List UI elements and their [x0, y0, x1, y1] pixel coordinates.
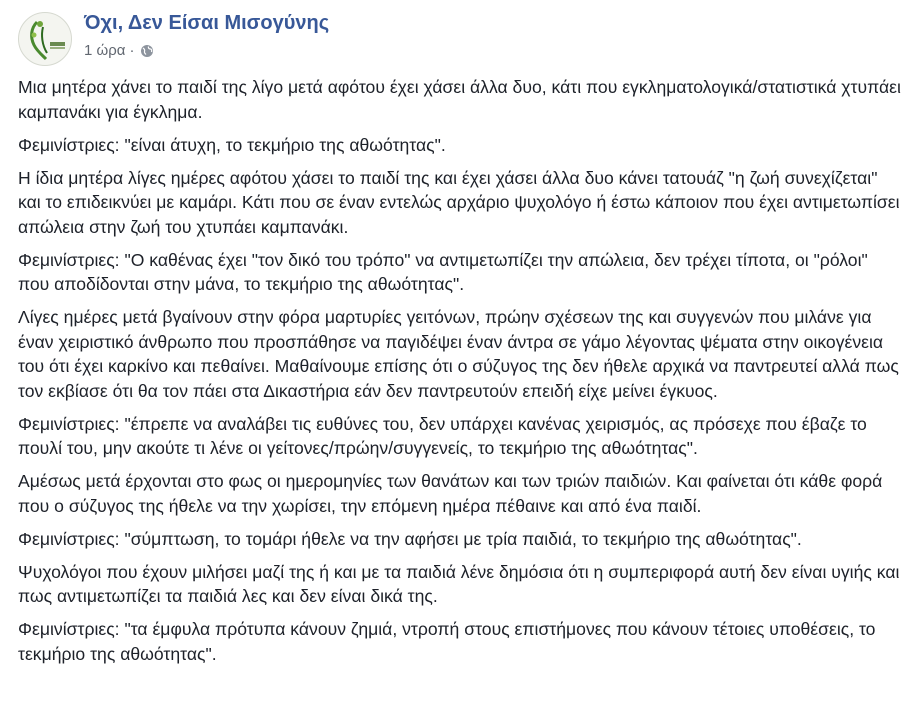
post-meta: [84, 42, 154, 59]
post-paragraph: Φεμινίστριες: "τα έμφυλα πρότυπα κάνουν ζημιά, ντροπή στους επιστήμονες που κάνουν τέτοιες υποθέσεις, το τεκμήριο της αθωότητας".: [18, 619, 876, 664]
post-paragraph: Μια μητέρα χάνει το παιδί της λίγο μετά αφότου έχει χάσει άλλα δυο, κάτι που εγκληματολογικά/στατιστικά χτυπάει καμπανάκι για έγκλημα.: [18, 77, 901, 122]
post-header: [18, 8, 898, 68]
post-paragraph: Η ίδια μητέρα λίγες ημέρες αφότου χάσει το παιδί της και έχει χάσει άλλα δυο κάνει τατουάζ "η ζωή συνεχίζεται" και το επιδεικνύει με καμάρι. Κάτι που σε έναν εντελώς αρχάριο ψυχολόγο ή έστω κάποιον που έχει αντιμετωπίσει απώλεια στην ζωή του χτυπάει καμπανάκι.: [18, 167, 900, 237]
post-body: [18, 75, 903, 675]
post-paragraph: Αμέσως μετά έρχονται στο φως οι ημερομηνίες των θανάτων και των τριών παιδιών. Και φαίνεται ότι κάθε φορά που ο σύζυγος της ήθελε να την χωρίσει, την επόμενη ημέρα πέθαινε και από ένα παιδί.: [18, 471, 883, 516]
post-paragraph: Φεμινίστριες: "Ο καθένας έχει "τον δικό του τρόπο" να αντιμετωπίζει την απώλεια, δεν τρέχει τίποτα, οι "ρόλοι" που αποδίδονται στην μάνα, το τεκμήριο της αθωότητας".: [18, 249, 868, 294]
post-paragraph: Φεμινίστριες: "σύμπτωση, το τομάρι ήθελε να την αφήσει με τρία παιδιά, το τεκμήριο της αθωότητας".: [18, 528, 802, 549]
page-avatar[interactable]: [18, 12, 72, 66]
post-paragraph: Λίγες ημέρες μετά βγαίνουν στην φόρα μαρτυρίες γειτόνων, πρώην σχέσεων της και συγγενών που μιλάνε για έναν χειριστικό άνθρωπο που προσπάθησε να παγιδέψει έναν άντρα σε γάμο λέγοντας ψέματα στην οικογένεια του ότι έχει καρκίνο και πεθαίνει. Μαθαίνουμε επίσης ότι ο σύζυγος της δεν ήθελε αρχικά να παντρευτεί αλλά πως τον εκβίασε ότι θα τον πάει στα Δικαστήρια εάν δεν παντρευτούν επειδή είχε μείνει έγκυος.: [18, 307, 899, 401]
page-logo-icon: [19, 13, 71, 65]
post-paragraph: Φεμινίστριες: "έπρεπε να αναλάβει τις ευθύνες του, δεν υπάρχει κανένας χειρισμός, ας πρόσεχε που έβαζε το πουλί του, μην ακούτε τι λένε οι γείτονες/πρώην/συγγενείς, το τεκμήριο της αθωότητας".: [18, 413, 867, 458]
globe-icon[interactable]: [140, 44, 154, 58]
post-timestamp[interactable]: 1 ώρα: [84, 42, 126, 59]
page-name-link[interactable]: Όχι, Δεν Είσαι Μισογύνης: [84, 12, 330, 34]
post-paragraph: Φεμινίστριες: "είναι άτυχη, το τεκμήριο της αθωότητας".: [18, 134, 446, 155]
meta-separator: ·: [129, 42, 135, 59]
post-paragraph: Ψυχολόγοι που έχουν μιλήσει μαζί της ή και με τα παιδιά λένε δημόσια ότι η συμπεριφορά αυτή δεν είναι υγιής και πως αντιμετωπίζει τα παιδιά λες και δεν είναι δικά της.: [18, 561, 900, 606]
